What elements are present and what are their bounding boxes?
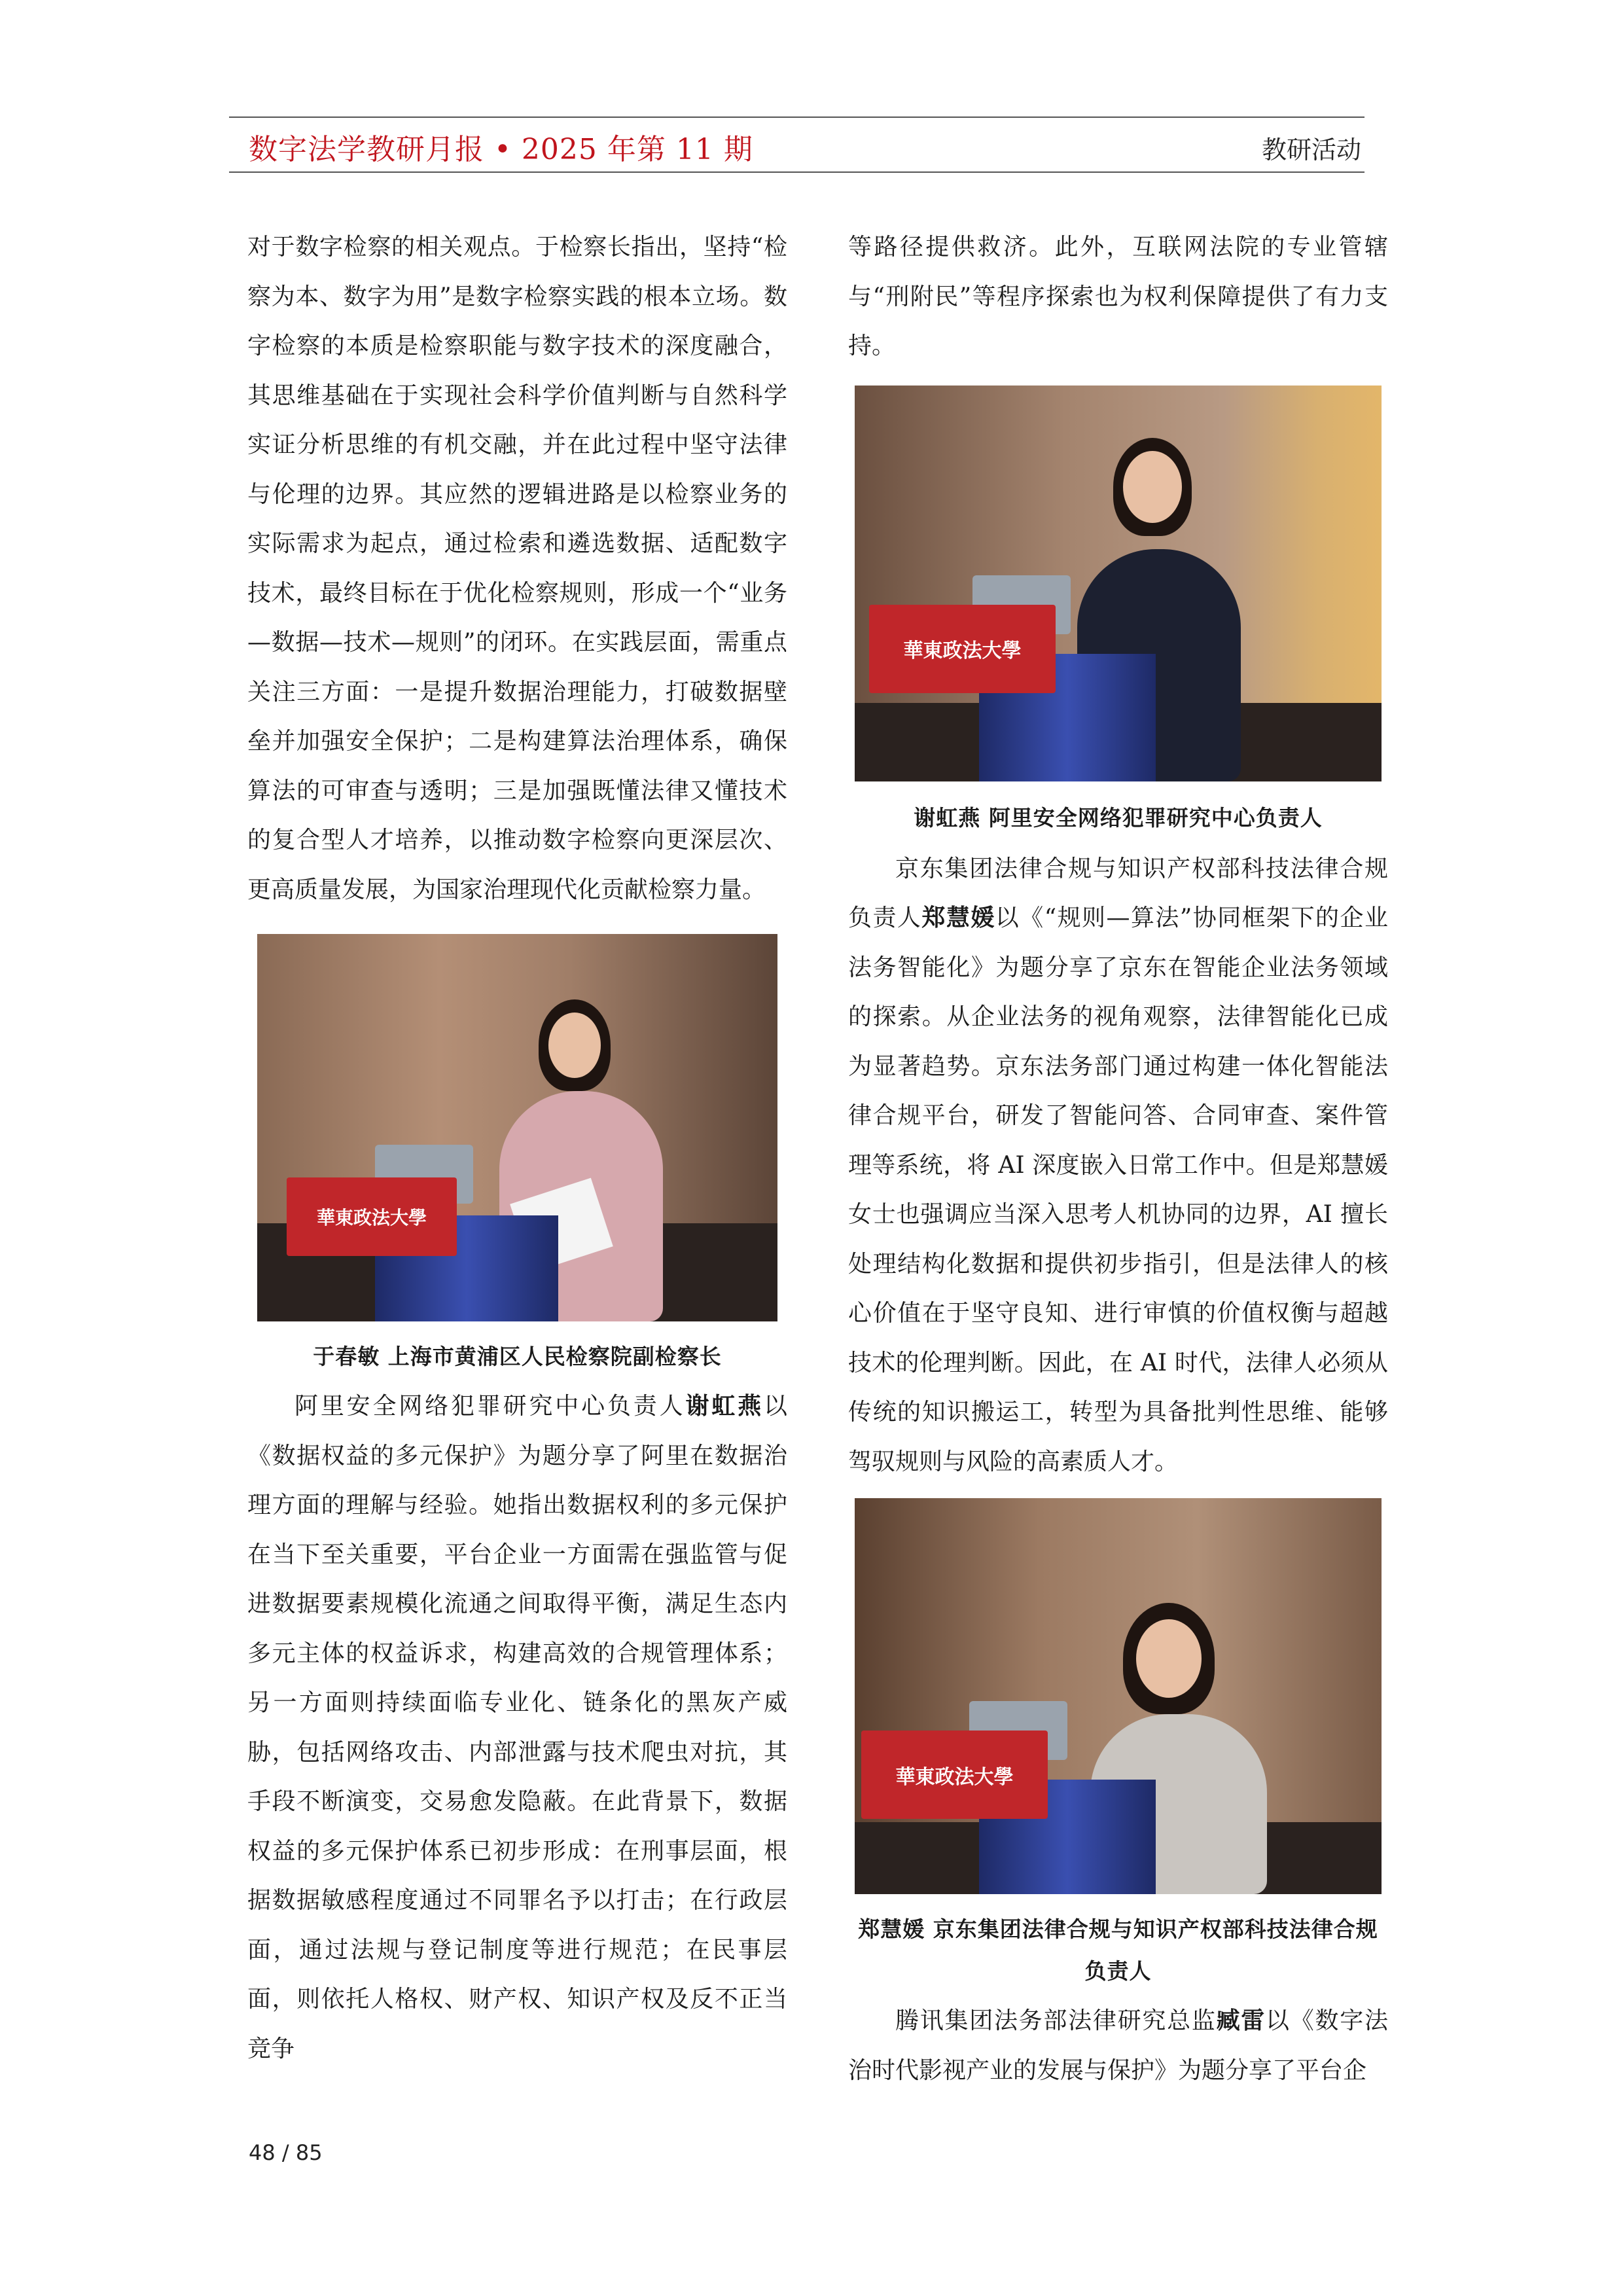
caption-xie-hongyan: 谢虹燕 阿里安全网络犯罪研究中心负责人 — [914, 804, 1323, 831]
photo-xie-hongyan — [855, 386, 1382, 781]
right-p2-intro: 京东集团法律合规与知识产权部科技法律合规负责人 — [848, 855, 1388, 931]
photo-yu-chunmin — [257, 934, 777, 1321]
right-column — [848, 223, 1388, 2095]
banner-text: 華東政法大學 — [316, 1207, 427, 1229]
journal-title: 数字法学教研月报 • 2025 年第 11 期 — [249, 133, 753, 166]
banner-text: 華東政法大學 — [903, 639, 1022, 662]
lectern-banner — [287, 1177, 457, 1256]
left-p2-body: 以《数据权益的多元保护》为题分享了阿里在数据治理方面的理解与经验。她指出数据权利的多元保护在当下至关重要，平台企业一方面需在强监管与促进数据要素规模化流通之间取得平衡，满足生态内多元主体的权益诉求，构建高效的合规管理体系；另一方面则持续面临专业化、链条化的黑灰产威胁，包括网络攻击、内部泄露与技术爬虫对抗，其手段不断演变，交易愈发隐蔽。在此背景下，数据权益的多元保护体系已初步形成：在刑事层面，根据数据敏感程度通过不同罪名予以打击；在行政层面，通过法规与登记制度等进行规范；在民事层面，则依托人格权、财产权、知识产权及反不正当竞争 — [247, 1393, 787, 2062]
banner-text: 華東政法大學 — [895, 1765, 1014, 1789]
right-p2-body: 以《“规则—算法”协同框架下的企业法务智能化》为题分享了京东在智能企业法务领域的探索。从企业法务的视角观察，法律智能化已成为显著趋势。京东法务部门通过构建一体化智能法律合规平台，研发了智能问答、合同审查、案件管理等系统，将 AI 深度嵌入日常工作中。但是郑慧媛女士也强调应当深入思考人机协同的边界，AI 擅长处理结构化数据和提供初步指引，但是法律人的核心价值在于坚守良知、进行审慎的价值权衡与超越技术的伦理判断。因此，在 AI 时代，法律人必须从传统的知识搬运工，转型为具备批判性思维、能够驾驭规则与风险的高素质人才。 — [848, 905, 1388, 1475]
right-paragraph-3 — [848, 1996, 1388, 2095]
right-paragraph-2 — [848, 844, 1388, 1487]
speaker-name-zheng-huiyuan: 郑慧媛 — [921, 904, 995, 931]
speaker-face — [1136, 1619, 1202, 1698]
header-bottom-rule — [229, 171, 1364, 173]
speaker-face — [548, 1013, 601, 1078]
right-p3-intro: 腾讯集团法务部法律研究总监 — [895, 2007, 1217, 2034]
speaker-name-xie-hongyan: 谢虹燕 — [685, 1392, 764, 1420]
speaker-face — [1123, 451, 1182, 523]
right-p3-body: 以《数字法治时代影视产业的发展与保护》为题分享了平台企 — [848, 2007, 1388, 2084]
left-paragraph-2 — [247, 1382, 787, 2073]
caption-zheng-huiyuan: 郑慧媛 京东集团法律合规与知识产权部科技法律合规负责人 — [858, 1916, 1378, 1984]
lectern-banner — [869, 605, 1056, 693]
header-top-rule — [229, 117, 1364, 118]
photo-zheng-huiyuan — [855, 1498, 1382, 1894]
caption-yu-chunmin: 于春敏 上海市黄浦区人民检察院副检察长 — [313, 1344, 722, 1369]
page-number: 48 / 85 — [249, 2140, 323, 2165]
left-p2-intro: 阿里安全网络犯罪研究中心负责人 — [294, 1393, 686, 1420]
section-label: 教研活动 — [1261, 135, 1361, 164]
left-column — [247, 223, 787, 2073]
speaker-name-zang-lei: 臧雷 — [1216, 2007, 1266, 2034]
lectern-banner — [861, 1731, 1048, 1819]
right-paragraph-1: 等路径提供救济。此外，互联网法院的专业管辖与“刑附民”等程序探索也为权利保障提供了有力支持。 — [848, 234, 1388, 359]
left-paragraph-1: 对于数字检察的相关观点。于检察长指出，坚持“检察为本、数字为用”是数字检察实践的根本立场。数字检察的本质是检察职能与数字技术的深度融合，其思维基础在于实现社会科学价值判断与自然科学实证分析思维的有机交融，并在此过程中坚守法律与伦理的边界。其应然的逻辑进路是以检察业务的实际需求为起点，通过检索和遴选数据、适配数字技术，最终目标在于优化检察规则，形成一个“业务—数据—技术—规则”的闭环。在实践层面，需重点关注三方面：一是提升数据治理能力，打破数据壁垒并加强安全保护；二是构建算法治理体系，确保算法的可审查与透明；三是加强既懂法律又懂技术的复合型人才培养，以推动数字检察向更深层次、更高质量发展，为国家治理现代化贡献检察力量。 — [247, 234, 787, 903]
